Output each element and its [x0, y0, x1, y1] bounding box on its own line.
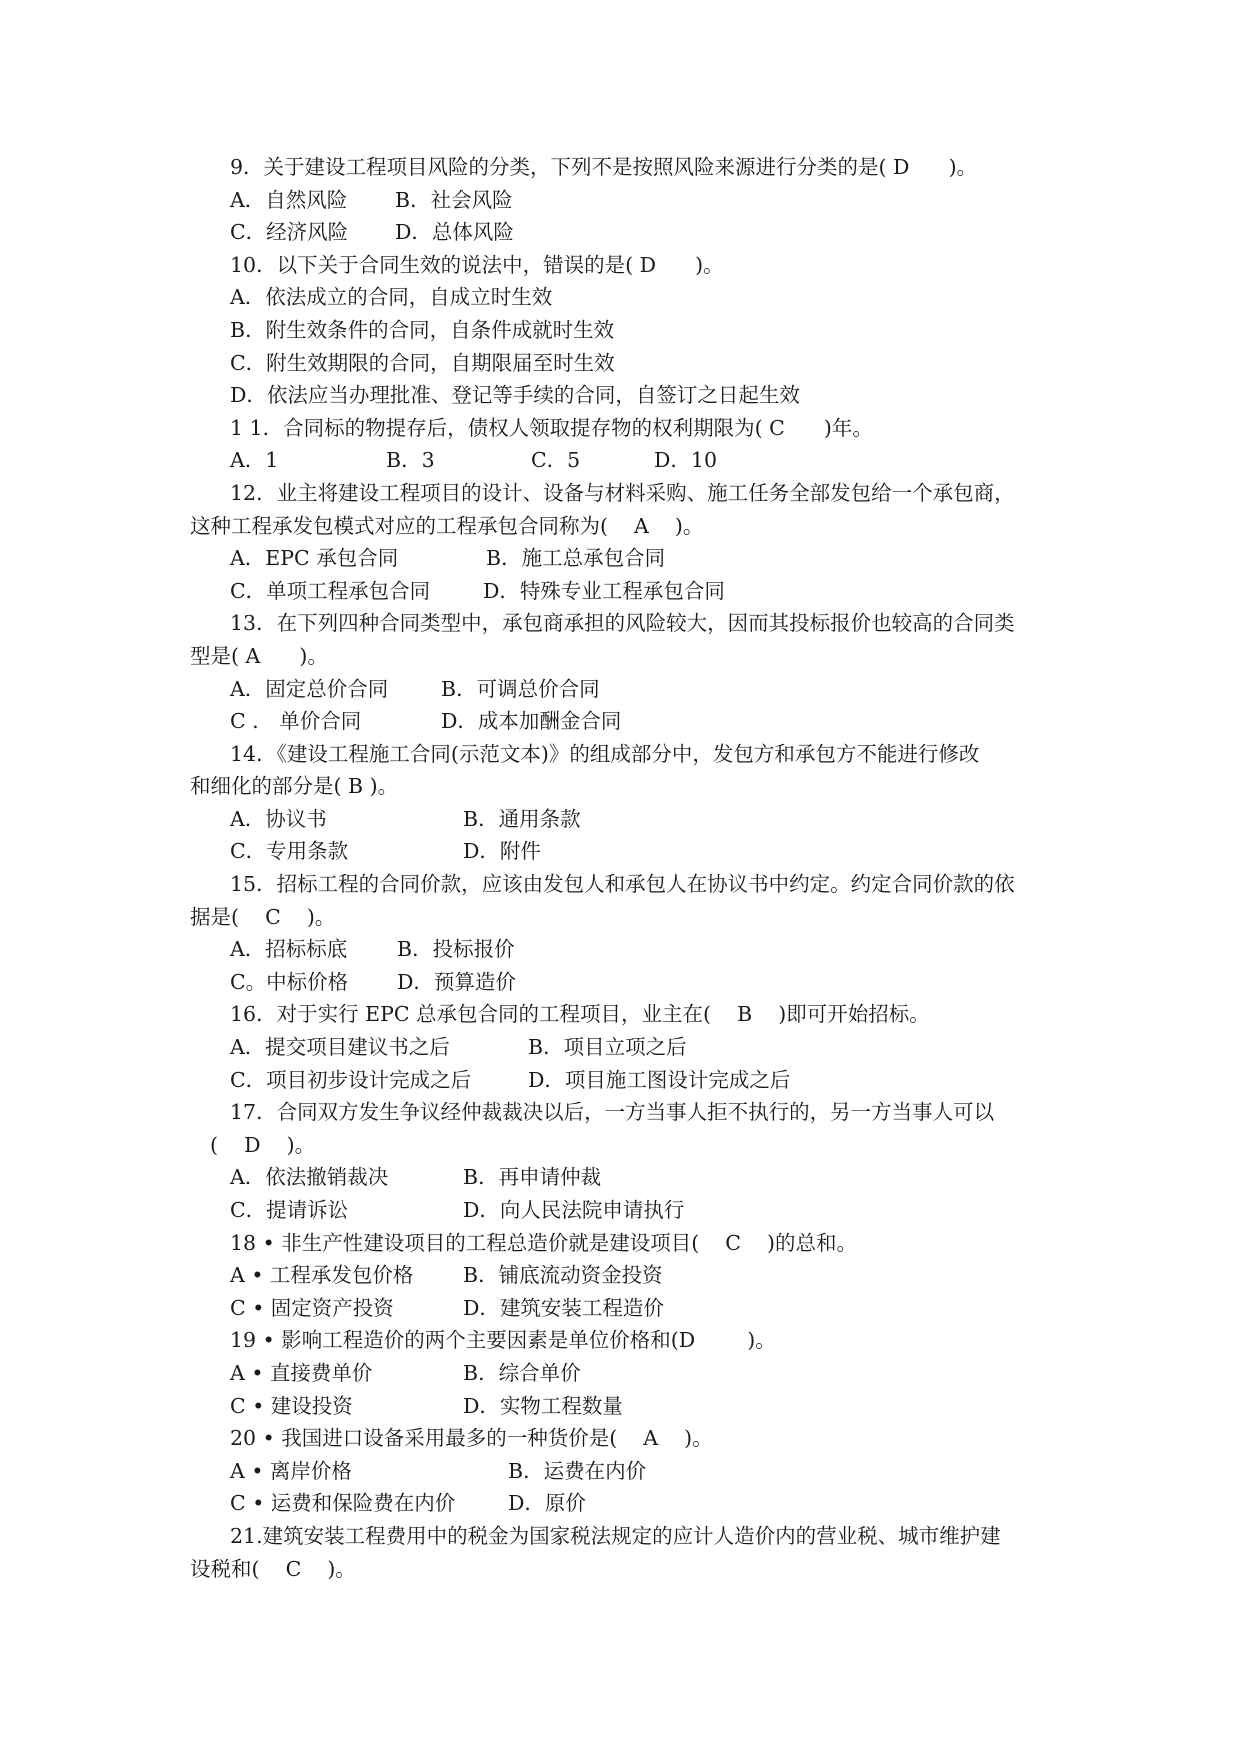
option-a: A．依法撤销裁决: [230, 1165, 389, 1190]
question-13-stem-line-1: 13．在下列四种合同类型中，承包商承担的风险较大，因而其投标报价也较高的合同类: [230, 611, 1015, 636]
option-c: C • 建设投资: [230, 1393, 353, 1418]
option-d: D．10: [654, 448, 718, 473]
option-a: A．协议书: [230, 806, 327, 831]
question-16-options-row-2: [0, 1064, 1241, 1097]
question-11-options-row-1: [0, 444, 1241, 477]
option-a: A • 工程承发包价格: [230, 1263, 414, 1288]
option-b: B．运费在内价: [508, 1458, 647, 1483]
option-c: C ． 单价合同: [230, 709, 362, 734]
option-d: D．成本加酬金合同: [441, 709, 622, 734]
option-d: D．附件: [463, 839, 541, 864]
question-13-options-row-1: [0, 673, 1241, 706]
question-17-options-row-1: [0, 1161, 1241, 1194]
question-9-options-row-2: [0, 216, 1241, 249]
question-16-options-row-1: [0, 1031, 1241, 1064]
option-a: A．固定总价合同: [230, 676, 389, 701]
option-c: C．单项工程承包合同: [230, 578, 431, 603]
question-15-stem-line-2: 据是( C )。: [190, 904, 336, 929]
option-b: B．附生效条件的合同，自条件成就时生效: [230, 317, 615, 342]
option-c: C．附生效期限的合同，自期限届至时生效: [230, 350, 615, 375]
question-14-stem-line-2: 和细化的部分是( B )。: [190, 774, 399, 799]
question-9-options-row-1: [0, 184, 1241, 217]
question-18-options-row-1: [0, 1259, 1241, 1292]
option-b: B．可调总价合同: [441, 676, 600, 701]
option-b: B．通用条款: [463, 806, 581, 831]
question-9-stem: 9．关于建设工程项目风险的分类，下列不是按照风险来源进行分类的是( D )。: [230, 155, 978, 179]
option-c: C．项目初步设计完成之后: [230, 1067, 472, 1092]
question-20-options-row-1: [0, 1455, 1241, 1488]
option-b: B．投标报价: [397, 937, 515, 962]
question-19-options-row-2: [0, 1390, 1241, 1423]
option-c: C • 运费和保险费在内价: [230, 1491, 456, 1516]
option-b: B．项目立项之后: [528, 1035, 687, 1060]
option-d: D．向人民法院申请执行: [463, 1198, 685, 1222]
option-b: B．综合单价: [463, 1360, 581, 1385]
option-d: D．总体风险: [395, 220, 514, 245]
question-19-stem: 19 • 影响工程造价的两个主要因素是单位价格和(D )。: [230, 1328, 776, 1353]
document-page: [0, 151, 1241, 1585]
question-17-stem-line-1: 17．合同双方发生争议经仲裁裁决以后，一方当事人拒不执行的，另一方当事人可以: [230, 1100, 995, 1125]
option-c: C．5: [531, 448, 581, 473]
option-d: D．特殊专业工程承包合同: [483, 578, 725, 603]
question-14-options-row-2: [0, 835, 1241, 868]
question-20-options-row-2: [0, 1487, 1241, 1520]
option-b: B．社会风险: [395, 187, 513, 212]
option-a: A．EPC 承包合同: [230, 546, 399, 571]
option-a: A • 直接费单价: [230, 1360, 373, 1385]
question-11-stem: 1 1．合同标的物提存后，债权人领取提存物的权利期限为( C )年。: [230, 415, 873, 440]
question-14-options-row-1: [0, 803, 1241, 836]
option-c: C • 固定资产投资: [230, 1295, 394, 1320]
question-12-stem-line-1: 12．业主将建设工程项目的设计、设备与材料采购、施工任务全部发包给一个承包商，: [230, 480, 1015, 505]
question-18-stem: 18 • 非生产性建设项目的工程总造价就是建设项目( C )的总和。: [230, 1230, 858, 1255]
option-c: C．提请诉讼: [230, 1198, 349, 1222]
question-21-stem-line-1: 21.建筑安装工程费用中的税金为国家税法规定的应计人造价内的营业税、城市维护建: [230, 1523, 1001, 1548]
option-d: D．建筑安装工程造价: [463, 1295, 664, 1320]
option-a: A．1: [230, 448, 279, 473]
option-d: D．依法应当办理批准、登记等手续的合同，自签订之日起生效: [230, 383, 800, 408]
question-19-options-row-1: [0, 1357, 1241, 1390]
option-d: D．实物工程数量: [463, 1393, 623, 1418]
question-13-stem-line-2: 型是( A )。: [190, 643, 328, 668]
option-c: C。中标价格: [230, 969, 349, 994]
option-d: D．项目施工图设计完成之后: [528, 1067, 791, 1092]
question-17-options-row-2: [0, 1194, 1241, 1227]
question-15-options-row-1: [0, 933, 1241, 966]
option-b: B．施工总承包合同: [486, 546, 666, 571]
question-12-options-row-1: [0, 542, 1241, 575]
option-a: A．提交项目建议书之后: [230, 1035, 450, 1060]
option-c: C．经济风险: [230, 220, 349, 245]
option-a: A．招标标底: [230, 937, 348, 962]
question-15-options-row-2: [0, 966, 1241, 999]
question-12-options-row-2: [0, 575, 1241, 608]
option-a: A．依法成立的合同，自成立时生效: [230, 285, 553, 310]
option-d: D．原价: [508, 1491, 586, 1516]
question-20-stem: 20 • 我国进口设备采用最多的一种货价是( A )。: [230, 1426, 713, 1451]
question-21-stem-line-2: 设税和( C )。: [190, 1556, 356, 1581]
option-b: B．3: [386, 448, 435, 473]
option-a: A • 离岸价格: [230, 1458, 352, 1483]
question-18-options-row-2: [0, 1292, 1241, 1325]
option-b: B．再申请仲裁: [463, 1165, 602, 1190]
question-12-stem-line-2: 这种工程承发包模式对应的工程承包合同称为( A )。: [190, 513, 704, 538]
option-a: A．自然风险: [230, 187, 348, 212]
option-c: C．专用条款: [230, 839, 349, 864]
option-b: B．铺底流动资金投资: [463, 1263, 663, 1288]
question-17-stem-line-2: ( D )。: [210, 1132, 316, 1157]
question-10-stem: 10．以下关于合同生效的说法中，错误的是( D )。: [230, 252, 724, 277]
option-d: D．预算造价: [397, 969, 516, 994]
question-13-options-row-2: [0, 705, 1241, 738]
question-15-stem-line-1: 15．招标工程的合同价款，应该由发包人和承包人在协议书中约定。约定合同价款的依: [230, 872, 1015, 897]
question-16-stem: 16．对于实行 EPC 总承包合同的工程项目，业主在( B )即可开始招标。: [230, 1002, 930, 1027]
question-14-stem-line-1: 14．《建设工程施工合同(示范文本)》的组成部分中，发包方和承包方不能进行修改: [230, 741, 980, 766]
